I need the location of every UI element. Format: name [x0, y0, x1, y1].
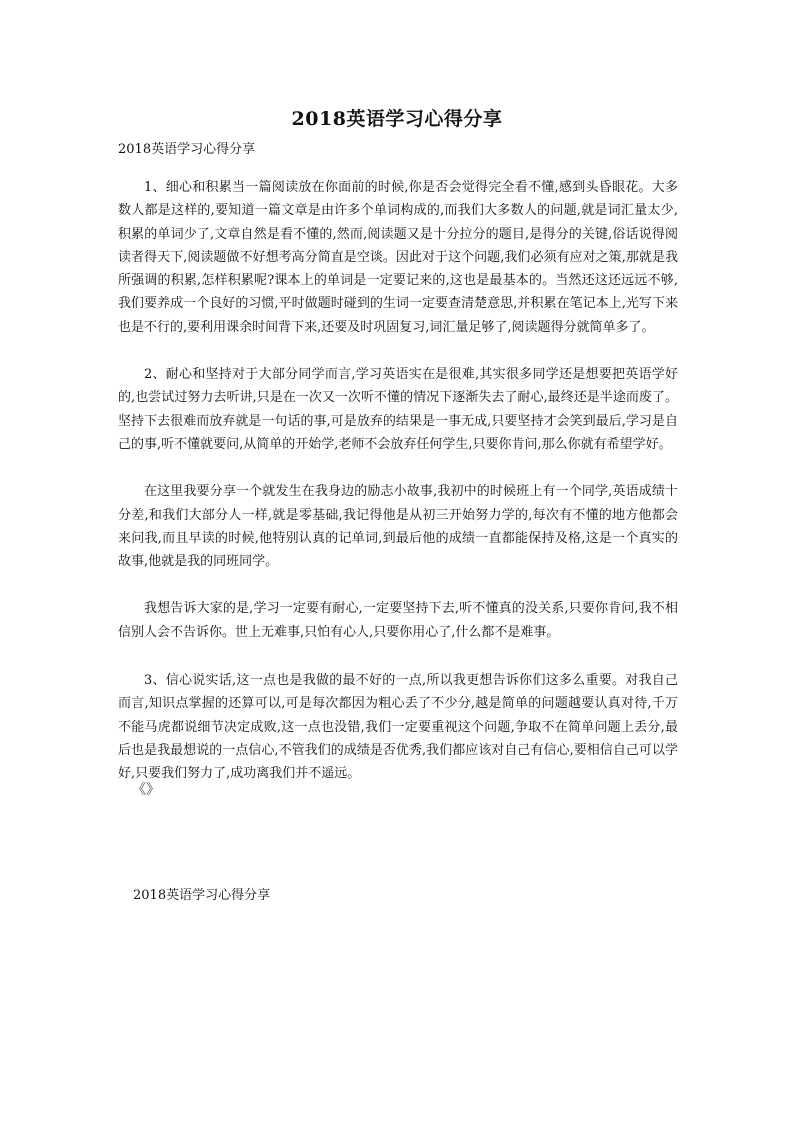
document-subtitle: 2018英语学习心得分享 — [118, 142, 256, 157]
paragraph-attention-accumulation: 1、细心和积累当一篇阅读放在你面前的时候,你是否会觉得完全看不懂,感到头昏眼花。大多数人都是这样的,要知道一篇文章是由许多个单词构成的,而我们大多数人的问题,就是词汇量太少,积累的单词少了,文章自然是看不懂的,然而,阅读题又是十分拉分的题目,是得分的关键,俗话说得阅读者得天下,阅读题做不好想考高分简直是空谈。因此对于这个问题,我们必须有应对之策,那就是我所强调的积累,怎样积累呢?课本上的单词是一定要记来的,这也是最基本的。当然还这还远远不够,我们要养成一个良好的习惯,平时做题时碰到的生词一定要查清楚意思,并积累在笔记本上,光写下来也是不行的,要利用课余时间背下来,还要及时巩固复习,词汇量足够了,阅读题得分就简单多了。 — [118, 180, 678, 335]
paragraph-advice: 我想告诉大家的是,学习一定要有耐心,一定要坚持下去,听不懂真的没关系,只要你肯问,我不相信别人会不告诉你。世上无难事,只怕有心人,只要你用心了,什么都不是难事。 — [118, 601, 678, 640]
paragraph-story: 在这里我要分享一个就发生在我身边的励志小故事,我初中的时候班上有一个同学,英语成绩十分差,和我们大部分人一样,就是零基础,我记得他是从初三开始努力学的,每次有不懂的地方他都会来问我,而且早读的时候,他特别认真的记单词,到最后他的成绩一直都能保持及格,这是一个真实的故事,他就是我的同班同学。 — [118, 484, 678, 570]
paragraph-patience-persistence: 2、耐心和坚持对于大部分同学而言,学习英语实在是很难,其实很多同学还是想要把英语学好的,也尝试过努力去听讲,只是在一次又一次听不懂的情况下逐渐失去了耐心,最终还是半途而废了。坚持下去很难而放弃就是一句话的事,可是放弃的结果是一事无成,只要坚持才会笑到最后,学习是自己的事,听不懂就要问,从简单的开始学,老师不会放弃任何学生,只要你肯问,那么你就有希望学好。 — [118, 367, 678, 452]
nav-arrows-link[interactable]: 《》 — [132, 782, 160, 798]
document-title: 2018英语学习心得分享 — [291, 108, 503, 130]
document-body — [118, 176, 678, 810]
paragraph-confidence: 3、信心说实话,这一点也是我做的最不好的一点,所以我更想告诉你们这多么重要。对我自己而言,知识点掌握的还算可以,可是每次都因为粗心丢了不少分,越是简单的问题越要认真对待,千万不能马虎都说细节决定成败,这一点也没错,我们一定要重视这个问题,争取不在简单问题上丢分,最后也是我最想说的一点信心,不管我们的成绩是否优秀,我们都应该对自己有信心,要相信自己可以学好,只要我们努力了,成功离我们并不遥远。 — [118, 673, 678, 782]
document-footer: 2018英语学习心得分享 — [133, 888, 271, 903]
